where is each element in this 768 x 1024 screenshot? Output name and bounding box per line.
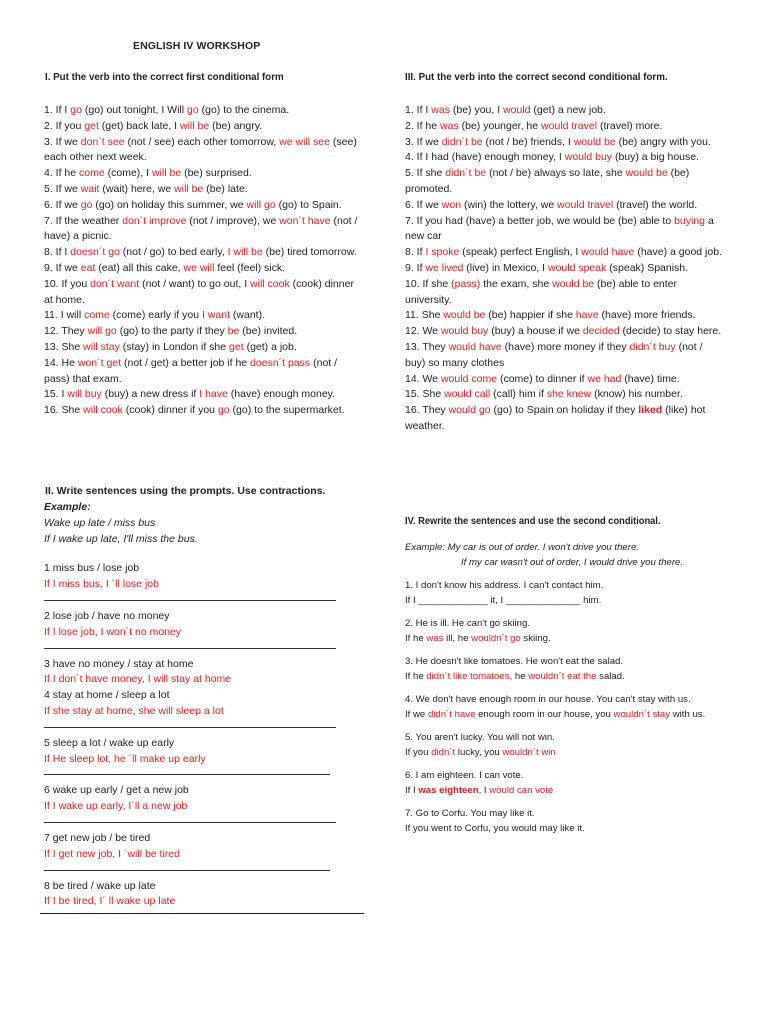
answer-text: we will see <box>279 135 330 148</box>
answer-text: (pass) <box>451 277 481 290</box>
answer-text: would call <box>444 388 491 401</box>
prompt-text: (have) a good job. <box>634 246 722 259</box>
answer-text: would buy <box>441 325 489 338</box>
answer-rule-line <box>44 600 336 601</box>
prompt-text: 7. If the weather <box>44 214 123 227</box>
prompt-text: (not / see) each other tomorrow, <box>124 135 280 148</box>
answer-text: go <box>187 104 199 116</box>
answer-text: was eighteen <box>418 785 479 796</box>
prompt-text: (travel) more. <box>597 119 663 132</box>
prompt-text: (eat) all this cake, <box>95 261 184 274</box>
section-1-list <box>44 103 362 419</box>
exercise-item <box>44 166 362 182</box>
exercise-item <box>44 277 362 309</box>
prompt-text: (stay) in London if she <box>119 340 230 353</box>
answer-text: will go <box>87 325 117 338</box>
exercise-item <box>44 214 362 246</box>
answer-text: would can vote <box>489 785 554 796</box>
prompt-text: (come) to dinner if <box>497 372 588 385</box>
section-2-example-line: If I wake up late, I'll miss the bus. <box>44 532 198 545</box>
prompt-text: (cook) dinner at home. <box>44 277 354 306</box>
prompt-text: (buy) a house if we <box>488 325 583 338</box>
prompt-text: (go) out tonight, I Will <box>81 104 187 116</box>
answer-text: won´t have <box>279 214 331 227</box>
exercise-item <box>44 308 362 324</box>
prompt-text: 11. She <box>405 309 444 322</box>
prompt-text: (win) the lottery, we <box>461 198 558 211</box>
prompt-text: (be) late. <box>203 182 248 195</box>
exercise-item <box>405 103 725 119</box>
prompt-text: 15. She <box>405 388 445 401</box>
exercise-item <box>44 356 362 388</box>
section-4-example-line: If my car wasn't out of order, I would drive you there. <box>461 557 684 568</box>
answer-text: would have <box>448 340 502 353</box>
rewrite-line <box>405 669 725 684</box>
answer-line: If she stay at home, she will sleep a lot <box>44 704 224 717</box>
prompt-text: 8. If I <box>44 246 71 259</box>
exercise-item <box>405 372 725 388</box>
prompt-text: enough room in our house, you <box>475 709 614 720</box>
prompt-text: (travel) the world. <box>613 198 698 211</box>
prompt-text: 15. I <box>44 388 68 401</box>
answer-text: I want <box>201 309 230 322</box>
prompt-text: (cook) dinner if you <box>122 404 218 417</box>
prompt-line: 5 sleep a lot / wake up early <box>44 736 175 749</box>
prompt-text: (buy) a big house. <box>612 151 699 164</box>
answer-text: don´t want <box>90 277 140 290</box>
prompt-text: (call) him if <box>490 388 547 401</box>
answer-text: will stay <box>83 340 120 353</box>
prompt-text: 5. If she <box>405 167 446 180</box>
section-3-list <box>405 103 725 435</box>
prompt-text: 16. They <box>405 404 449 417</box>
answer-text: will go <box>246 198 276 211</box>
answer-rule-line <box>44 822 336 823</box>
answer-rule-line <box>44 870 330 871</box>
prompt-text: (get) a new job. <box>530 104 606 116</box>
answer-text: decided <box>582 325 620 338</box>
exercise-item <box>44 387 362 403</box>
answer-text: would be <box>552 277 595 290</box>
prompt-text: the exam, she <box>480 277 553 290</box>
answer-text: wait <box>80 182 100 195</box>
prompt-text: ill, he <box>443 633 472 644</box>
answer-text: she knew <box>546 388 592 401</box>
section-4-title: IV. Rewrite the sentences and use the second conditional. <box>405 516 661 527</box>
answer-text: didn´t be <box>441 135 483 148</box>
answer-text: didn´t buy <box>629 340 676 353</box>
answer-line: If He sleep lot, he ´ll make up early <box>44 752 206 765</box>
prompt-text: (go) to Spain. <box>275 198 342 211</box>
answer-text: don´t see <box>80 135 125 148</box>
prompt-text: (get) back late, I <box>98 119 181 132</box>
exercise-item <box>405 150 725 166</box>
answer-text: buying <box>674 214 706 227</box>
exercise-item <box>44 324 362 340</box>
document-title: ENGLISH IV WORKSHOP <box>133 40 261 52</box>
answer-text: didn´t be <box>445 167 487 180</box>
prompt-text: If he <box>405 671 427 682</box>
answer-text: would have <box>581 246 635 259</box>
prompt-text: (be) younger, he <box>458 119 542 132</box>
answer-text: would travel <box>557 198 614 211</box>
exercise-item <box>44 198 362 214</box>
prompt-text: 2. If he <box>405 119 441 132</box>
prompt-text: 10. If you <box>44 277 91 290</box>
prompt-text: 9. If <box>405 261 426 274</box>
prompt-text: (decide) to stay here. <box>619 325 722 338</box>
exercise-item <box>44 261 362 277</box>
exercise-item <box>44 135 362 167</box>
exercise-item <box>44 403 362 419</box>
prompt-text: (have) time. <box>621 372 680 385</box>
prompt-line: 8 be tired / wake up late <box>44 879 156 892</box>
answer-text: will cook <box>83 404 123 417</box>
answer-text: we lived <box>425 261 464 274</box>
section-4-example-line: Example: My car is out of order. I won't drive you there. <box>405 542 639 553</box>
prompt-text: (like) hot weather. <box>405 404 706 432</box>
prompt-text: 3. If we <box>44 135 81 148</box>
prompt-text: (be) angry with you. <box>615 135 711 148</box>
answer-text: wouldn´t stay <box>613 709 671 720</box>
prompt-text: (come), I <box>104 167 152 180</box>
answer-text: would be <box>443 309 486 322</box>
prompt-text: 6. If we <box>44 198 81 211</box>
prompt-text: (not / go) to bed early, <box>119 246 228 259</box>
prompt-text: If I _____________ it, I ______________ him. <box>405 595 602 606</box>
section-2-example-label: Example: <box>44 501 91 513</box>
prompt-text: (not / improve), we <box>186 214 280 227</box>
answer-rule-line <box>44 727 336 728</box>
question-line: 6. I am eighteen. I can vote. <box>405 770 524 781</box>
rewrite-line <box>405 821 725 836</box>
prompt-text: 13. She <box>44 340 84 353</box>
prompt-text: If we <box>405 709 428 720</box>
answer-text: would speak <box>547 261 607 274</box>
prompt-line: 2 lose job / have no money <box>44 609 170 622</box>
answer-text: get <box>229 340 244 353</box>
answer-text: come <box>79 167 105 180</box>
answer-text: eat <box>80 261 96 274</box>
rewrite-line <box>405 783 725 798</box>
prompt-text: feel (feel) sick. <box>214 261 286 274</box>
prompt-text: 7. If you had (have) a better job, we would be (be) able to <box>405 214 675 227</box>
prompt-text: (buy) a new dress if <box>101 388 200 401</box>
prompt-text: (go) to the party if they <box>116 325 228 338</box>
exercise-item <box>44 340 362 356</box>
prompt-text: If I <box>405 785 419 796</box>
prompt-text: (want). <box>229 309 265 322</box>
answer-text: would be <box>625 167 668 180</box>
prompt-text: 4. If I had (have) enough money, I <box>405 151 565 164</box>
prompt-text: (be) surprised. <box>181 167 252 180</box>
prompt-text: (go) to the cinema. <box>198 104 290 116</box>
prompt-text: (not / be) always so late, she <box>486 167 626 180</box>
prompt-text: (see) each other next week. <box>44 135 357 164</box>
prompt-text: (not / buy) so many clothes <box>405 340 703 369</box>
prompt-text: (be) tired tomorrow. <box>262 246 357 259</box>
prompt-text: (not / pass) that exam. <box>44 356 338 385</box>
prompt-text: If he <box>405 633 427 644</box>
prompt-text: , he <box>509 671 529 682</box>
exercise-item <box>405 214 725 246</box>
answer-text: will be <box>151 167 182 180</box>
prompt-text: 10. If she <box>405 277 452 290</box>
exercise-item <box>405 119 725 135</box>
answer-line: If I wake up early, I´ll a new job <box>44 800 188 813</box>
answer-text: we had <box>587 372 622 385</box>
answer-line: If I miss bus, I ´ll lose job <box>44 578 159 591</box>
exercise-item <box>44 103 362 119</box>
exercise-item <box>405 308 725 324</box>
prompt-text: (be) happier if she <box>485 309 576 322</box>
exercise-item <box>405 261 725 277</box>
prompt-text: (get) a job. <box>243 340 297 353</box>
rewrite-line <box>405 707 725 722</box>
exercise-item <box>405 245 725 261</box>
prompt-text: (come) early if you <box>109 309 202 322</box>
section-2-block <box>44 500 362 910</box>
prompt-text: (have) more money if they <box>501 340 630 353</box>
answer-text: will cook <box>250 277 290 290</box>
answer-rule-line <box>44 774 330 775</box>
answer-text: go <box>70 104 82 116</box>
prompt-line: 1 miss bus / lose job <box>44 562 140 575</box>
prompt-text: a new car <box>405 214 714 243</box>
answer-text: would <box>503 104 531 116</box>
question-line: 5. You aren't lucky. You will not win. <box>405 732 555 743</box>
answer-text: we will <box>183 261 215 274</box>
answer-text: would buy <box>564 151 613 164</box>
answer-text: be <box>227 325 240 338</box>
answer-text: have <box>575 309 599 322</box>
prompt-text: (speak) Spanish. <box>606 261 689 274</box>
rewrite-line <box>405 631 725 646</box>
prompt-text: (not / be) friends, I <box>482 135 574 148</box>
answer-text: didn´t have <box>427 709 476 720</box>
prompt-line: 3 have no money / stay at home <box>44 657 194 670</box>
prompt-text: If you went to Corfu, you would may like it. <box>405 823 585 834</box>
prompt-text: 1. If I <box>405 104 432 116</box>
prompt-text: 8. If <box>405 246 426 259</box>
answer-text: was <box>431 104 450 116</box>
prompt-text: (go) to the supermarket. <box>229 404 345 417</box>
answer-text: would be <box>573 135 616 148</box>
prompt-text: (go) to Spain on holiday if they <box>490 404 639 417</box>
exercise-item <box>405 135 725 151</box>
question-line: 4. We don't have enough room in our house. You can't stay with us. <box>405 694 691 705</box>
answer-text: go <box>80 198 93 211</box>
prompt-line: 7 get new job / be tired <box>44 831 151 844</box>
section-2-list <box>44 561 362 910</box>
answer-text: will be <box>174 182 204 195</box>
bottom-divider <box>40 913 364 914</box>
answer-rule-line <box>44 648 336 649</box>
prompt-text: (be) invited. <box>239 325 298 338</box>
prompt-text: (be) you, I <box>449 104 504 116</box>
prompt-line: 6 wake up early / get a new job <box>44 784 189 797</box>
prompt-text: with us. <box>670 709 706 720</box>
answer-text: I will be <box>227 246 263 259</box>
prompt-text: , I <box>478 785 490 796</box>
prompt-text: (not / get) a better job if he <box>121 356 251 369</box>
exercise-item <box>405 387 725 403</box>
prompt-text: 4. If he <box>44 167 80 180</box>
answer-text: wouldn´t win <box>502 747 556 758</box>
answer-text: was <box>426 633 444 644</box>
exercise-item <box>44 182 362 198</box>
prompt-text: (wait) here, we <box>99 182 175 195</box>
answer-text: go <box>217 404 230 417</box>
answer-text: would go <box>448 404 491 417</box>
question-line: 7. Go to Corfu. You may like it. <box>405 808 535 819</box>
prompt-text: 3. If we <box>405 135 442 148</box>
exercise-item <box>405 324 725 340</box>
exercise-item <box>44 119 362 135</box>
answer-text: would travel <box>541 119 598 132</box>
prompt-text: 16. She <box>44 404 84 417</box>
answer-text: won´t get <box>77 356 122 369</box>
answer-text: get <box>84 119 99 132</box>
question-line: 3. He doesn't like tomatoes. He won't eat the salad. <box>405 656 624 667</box>
prompt-text: 12. They <box>44 325 88 338</box>
prompt-text: (go) on holiday this summer, we <box>92 198 247 211</box>
prompt-text: 12. We <box>405 325 441 338</box>
prompt-text: lucky, you <box>455 747 503 758</box>
prompt-text: (know) his number. <box>591 388 683 401</box>
prompt-text: (be) angry. <box>209 119 263 132</box>
answer-line: If I get new job, I ´will be tired <box>44 847 180 860</box>
section-3-title: III. Put the verb into the correct second conditional form. <box>405 71 668 83</box>
answer-text: won <box>441 198 462 211</box>
answer-text: don´t improve <box>122 214 187 227</box>
answer-line: If I be tired, I´ ll wake up late <box>44 895 176 908</box>
prompt-text: (not / have) a picnic. <box>44 214 358 243</box>
exercise-item <box>405 340 725 372</box>
answer-text: wouldn´t eat the <box>528 671 597 682</box>
prompt-text: 14. We <box>405 372 441 385</box>
exercise-item <box>405 403 725 435</box>
prompt-text: (be) promoted. <box>405 167 690 195</box>
answer-text: doesn´t pass <box>250 356 311 369</box>
prompt-text: 11. I will <box>44 309 85 322</box>
prompt-text: 1. If I <box>44 104 71 116</box>
answer-text: I spoke <box>425 246 460 259</box>
answer-text: I have <box>199 388 228 401</box>
prompt-text: 2. If you <box>44 119 85 132</box>
exercise-item <box>44 245 362 261</box>
prompt-text: (have) more friends. <box>598 309 696 322</box>
section-4-block <box>405 540 725 844</box>
exercise-item <box>405 198 725 214</box>
question-line: 2. He is ill. He can't go skiing. <box>405 618 531 629</box>
answer-text: was <box>440 119 459 132</box>
answer-text: liked <box>638 404 663 417</box>
prompt-text: (have) enough money. <box>227 388 336 401</box>
prompt-line: 4 stay at home / sleep a lot <box>44 689 170 702</box>
rewrite-line <box>405 745 725 760</box>
question-line: 1. I don't know his address. I can't contact him. <box>405 580 604 591</box>
prompt-text: (not / want) to go out, I <box>139 277 251 290</box>
rewrite-line <box>405 593 725 608</box>
answer-text: come <box>84 309 110 322</box>
prompt-text: If you <box>405 747 432 758</box>
prompt-text: 9. If we <box>44 261 81 274</box>
prompt-text: skiing. <box>520 633 551 644</box>
section-2-title: II. Write sentences using the prompts. Use contractions. <box>45 485 326 497</box>
prompt-text: 14. He <box>44 356 78 369</box>
prompt-text: 13. They <box>405 340 449 353</box>
answer-text: will be <box>180 119 210 132</box>
answer-text: didn´t like tomatoes <box>426 671 510 682</box>
exercise-item <box>405 277 725 309</box>
answer-line: If I don´t have money, I will stay at home <box>44 673 232 686</box>
exercise-item <box>405 166 725 198</box>
answer-text: will buy <box>67 388 102 401</box>
section-4-list <box>405 578 725 844</box>
answer-text: doesn´t go <box>70 246 120 259</box>
answer-text: would come <box>441 372 498 385</box>
prompt-text: (live) in Mexico, I <box>463 261 548 274</box>
prompt-text: 5. If we <box>44 182 81 195</box>
answer-line: If I lose job, I won´t no money <box>44 625 182 638</box>
section-2-example-line: Wake up late / miss bus <box>44 516 156 529</box>
prompt-text: (be) able to enter university. <box>405 277 678 306</box>
answer-text: didn´t <box>431 747 456 758</box>
section-1-title: I. Put the verb into the correct first conditional form <box>45 71 284 83</box>
prompt-text: 6. If we <box>405 198 442 211</box>
answer-text: wouldn´t go <box>471 633 521 644</box>
prompt-text: salad. <box>596 671 625 682</box>
prompt-text: (speak) perfect English, I <box>459 246 582 259</box>
